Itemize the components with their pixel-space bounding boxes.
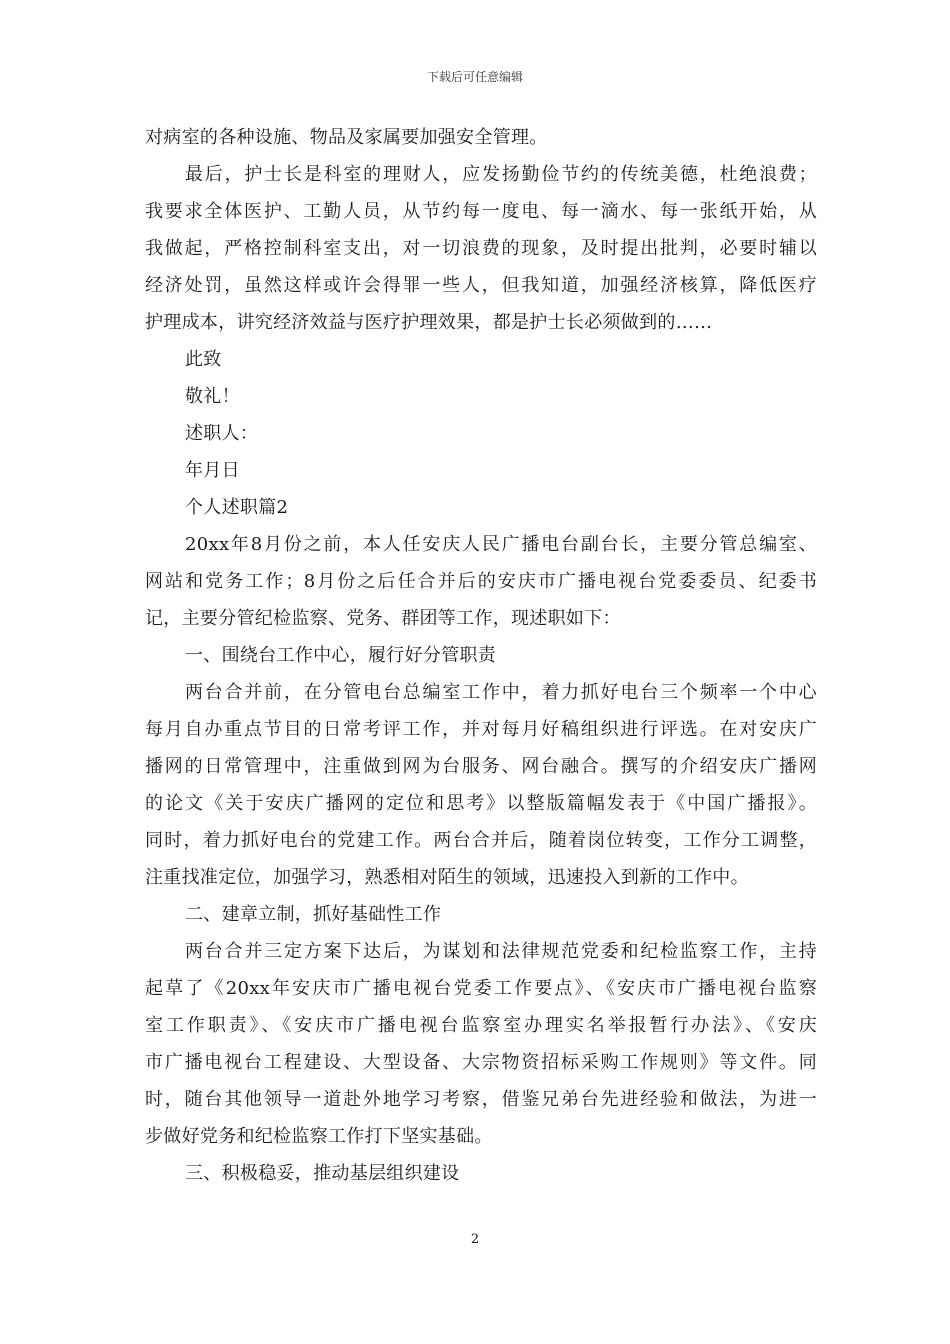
text-line: 室工作职责》、《安庆市广播电视台监察室办理实名举报暂行办法》、《安庆	[145, 1015, 817, 1036]
text-line: 敬礼！	[185, 386, 240, 407]
document-body	[145, 119, 817, 1192]
text-line: 个人述职篇2	[185, 497, 289, 518]
page-header: 下载后可任意编辑	[426, 70, 523, 84]
text-line: 年月日	[185, 460, 240, 481]
text-line: 同时，着力抓好电台的党建工作。两台合并后，随着岗位转变，工作分工调整，	[145, 830, 817, 851]
text-line: 护理成本，讲究经济效益与医疗护理效果，都是护士长必须做到的……	[145, 312, 713, 333]
text-line: 此致	[185, 349, 222, 370]
text-line: 市广播电视台工程建设、大型设备、大宗物资招标采购工作规则》等文件。同	[145, 1052, 817, 1073]
text-line: 两台合并前，在分管电台总编室工作中，着力抓好电台三个频率一个中心	[185, 682, 817, 703]
text-line: 20xx年8月份之前，本人任安庆人民广播电台副台长，主要分管总编室、	[185, 534, 817, 555]
text-line: 播网的日常管理中，注重做到网为台服务、网台融合。撰写的介绍安庆广播网	[145, 756, 817, 777]
text-line: 的论文《关于安庆广播网的定位和思考》以整版篇幅发表于《中国广播报》。	[145, 793, 817, 814]
page-number: 2	[470, 1232, 480, 1247]
text-line: 二、建章立制，抓好基础性工作	[185, 904, 442, 925]
text-line: 起草了《20xx年安庆市广播电视台党委工作要点》、《安庆市广播电视台监察	[145, 978, 817, 999]
text-line: 最后，护士长是科室的理财人，应发扬勤俭节约的传统美德，杜绝浪费；	[185, 164, 817, 185]
text-line: 每月自办重点节目的日常考评工作，并对每月好稿组织进行评选。在对安庆广	[145, 719, 817, 740]
text-line: 对病室的各种设施、物品及家属要加强安全管理。	[145, 127, 548, 148]
text-line: 述职人：	[185, 423, 259, 444]
text-line: 注重找准定位，加强学习，熟悉相对陌生的领域，迅速投入到新的工作中。	[145, 867, 749, 888]
text-line: 经济处罚，虽然这样或许会得罪一些人，但我知道，加强经济核算，降低医疗	[145, 275, 817, 296]
text-line: 记，主要分管纪检监察、党务、群团等工作，现述职如下：	[145, 608, 621, 629]
text-line: 两台合并三定方案下达后，为谋划和法律规范党委和纪检监察工作，主持	[185, 941, 817, 962]
text-line: 我要求全体医护、工勤人员，从节约每一度电、每一滴水、每一张纸开始，从	[145, 201, 817, 222]
text-line: 一、围绕台工作中心，履行好分管职责	[185, 645, 497, 666]
text-line: 网站和党务工作；8月份之后任合并后的安庆市广播电视台党委委员、纪委书	[145, 571, 817, 592]
text-line: 步做好党务和纪检监察工作打下坚实基础。	[145, 1126, 493, 1147]
text-line: 我做起，严格控制科室支出，对一切浪费的现象，及时提出批判，必要时辅以	[145, 238, 817, 259]
text-line: 时，随台其他领导一道赴外地学习考察，借鉴兄弟台先进经验和做法，为进一	[145, 1089, 817, 1110]
text-line: 三、积极稳妥，推动基层组织建设	[185, 1163, 460, 1184]
